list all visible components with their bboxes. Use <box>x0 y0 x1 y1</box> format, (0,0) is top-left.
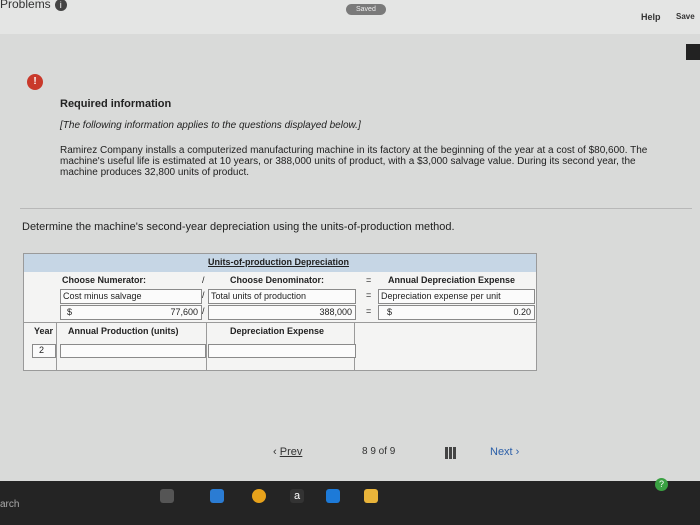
grid-icon[interactable] <box>445 447 457 459</box>
result-label-box <box>378 289 535 304</box>
year-header: Year <box>34 326 54 336</box>
currency-sign: $ <box>67 307 73 317</box>
denominator-select[interactable] <box>208 289 356 304</box>
page-indicator[interactable]: 8 9 of 9 <box>362 446 396 457</box>
question-text: Determine the machine's second-year depreciation using the units-of-production method. <box>22 221 455 233</box>
prev-label: Prev <box>279 446 303 458</box>
alert-icon: ! <box>27 74 43 90</box>
result-header: Annual Depreciation Expense <box>388 275 516 285</box>
denominator-amount: 388,000 <box>319 307 352 317</box>
divider <box>20 208 692 209</box>
production-column-line <box>206 323 207 370</box>
save-button[interactable]: Save <box>676 12 695 21</box>
help-circle-icon[interactable]: ? <box>655 478 668 491</box>
scroll-edge <box>686 44 700 60</box>
result-value: Depreciation expense per unit <box>381 291 501 301</box>
expense-input[interactable] <box>208 344 356 358</box>
divide-sign-2: / <box>202 290 205 300</box>
taskbar <box>0 481 700 525</box>
info-icon[interactable]: i <box>55 0 67 11</box>
taskbar-search[interactable]: arch <box>0 499 20 510</box>
required-info-note: [The following information applies to the questions displayed below.] <box>60 120 361 131</box>
depreciation-table <box>23 253 537 371</box>
prev-button[interactable]: ‹ Prev <box>273 446 303 458</box>
next-button[interactable]: Next › <box>490 446 520 458</box>
amazon-icon[interactable]: a <box>290 489 304 503</box>
numerator-amount-input[interactable] <box>60 305 202 320</box>
chrome-icon[interactable] <box>252 489 266 503</box>
required-info-title: Required information <box>60 98 172 110</box>
problems-tab[interactable] <box>0 0 67 11</box>
denominator-header: Choose Denominator: <box>230 275 325 285</box>
task-view-icon[interactable] <box>160 489 174 503</box>
numerator-value: Cost minus salvage <box>63 291 142 301</box>
result-amount-box <box>378 305 535 320</box>
denominator-amount-input[interactable] <box>208 305 356 320</box>
result-currency: $ <box>387 307 393 317</box>
problem-statement: Ramirez Company installs a computerized manufacturing machine in its factory at the beginning of the year at a cost of $80,600. The machine's useful life is estimated at 10 years, or 388,000 units of product, with a $3,000 salvage value. During its second year, the machine produces 32,800 units of product. <box>60 145 648 178</box>
equals-sign: = <box>366 275 372 285</box>
numerator-amount: 77,600 <box>170 307 198 317</box>
year-column-line <box>56 323 57 370</box>
divide-sign-3: / <box>202 306 205 316</box>
expense-header: Depreciation Expense <box>230 326 325 336</box>
denominator-value: Total units of production <box>211 291 307 301</box>
result-amount: 0.20 <box>513 307 531 317</box>
year-value: 2 <box>39 345 45 355</box>
edge-browser-icon[interactable] <box>210 489 224 503</box>
numerator-select[interactable] <box>60 289 202 304</box>
next-label: Next <box>490 446 513 458</box>
divide-sign: / <box>202 275 205 285</box>
production-input[interactable] <box>60 344 206 358</box>
equals-sign-2: = <box>366 290 372 300</box>
table-title: Units-of-production Depreciation <box>208 257 349 267</box>
mail-icon[interactable] <box>326 489 340 503</box>
production-header: Annual Production (units) <box>68 326 179 336</box>
numerator-header: Choose Numerator: <box>62 275 147 285</box>
saved-badge: Saved <box>346 4 386 15</box>
store-icon[interactable] <box>364 489 378 503</box>
help-button[interactable]: Help <box>641 12 661 22</box>
equals-sign-3: = <box>366 306 372 316</box>
year-input[interactable] <box>32 344 56 358</box>
row-divider <box>24 322 536 323</box>
problems-label: Problems <box>0 0 51 11</box>
